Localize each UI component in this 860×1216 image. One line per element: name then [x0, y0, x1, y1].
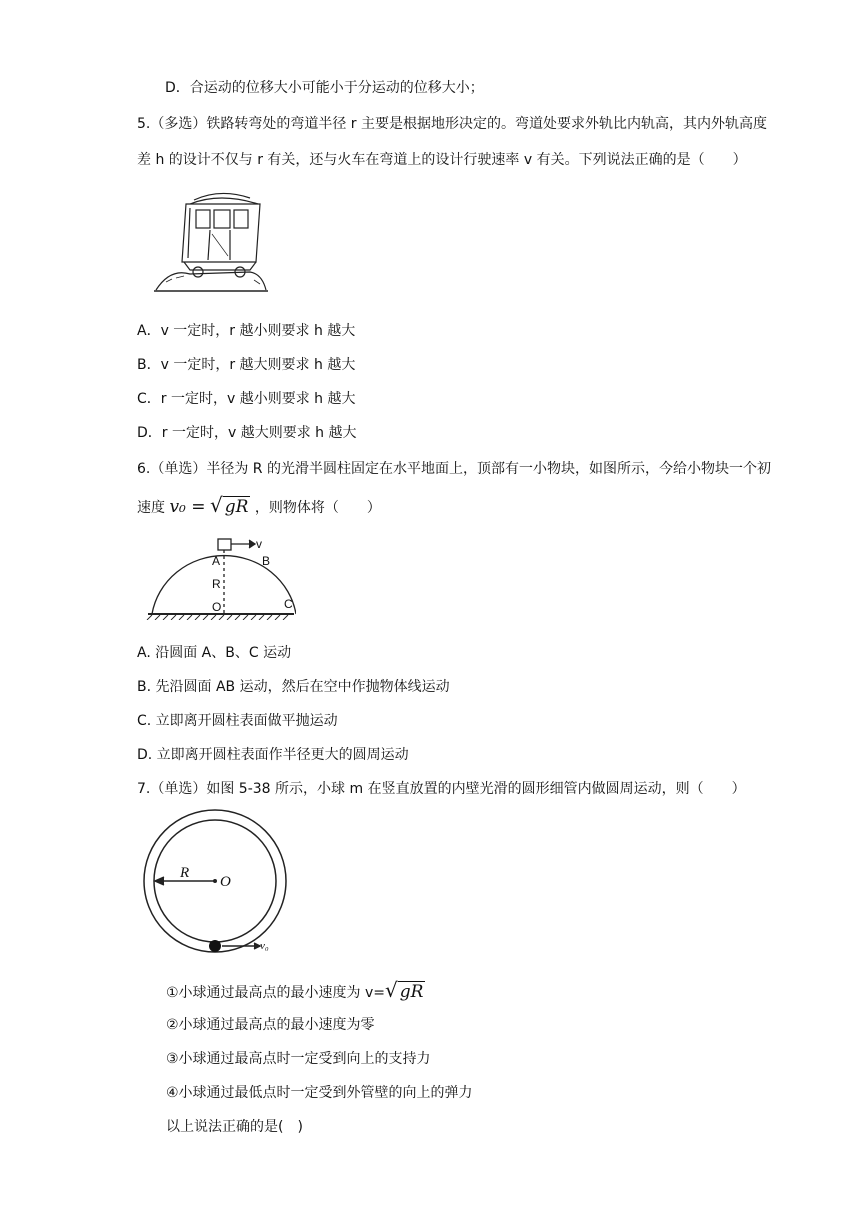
q5-option-d: D．r 一定时，v 越大则要求 h 越大	[137, 425, 357, 441]
fig6-label-o: O	[212, 600, 222, 614]
fig6-label-v: v	[256, 537, 262, 551]
fig6-label-c: C	[284, 597, 293, 611]
fig7-label-r: R	[180, 865, 190, 881]
q6-stem-line2	[137, 493, 381, 520]
q6-stem-suffix: ，则物体将（ ）	[254, 500, 381, 516]
q7-s1-sqrt: √ gR	[385, 978, 424, 1002]
semicylinder-figure	[146, 534, 296, 620]
ring-tube-figure	[140, 807, 290, 957]
q7-statement-4: ④小球通过最低点时一定受到外管壁的向上的弹力	[166, 1085, 473, 1101]
q5-stem-line1: 5.（多选）铁路转弯处的弯道半径 r 主要是根据地形决定的。弯道处要求外轨比内轨高，其内外轨高度	[137, 116, 768, 132]
q6-option-a: A. 沿圆面 A、B、C 运动	[137, 645, 292, 661]
q6-stem-line1: 6.（单选）半径为 R 的光滑半圆柱固定在水平地面上，顶部有一小物块，如图所示，今给小物块一个初	[137, 461, 771, 477]
fig7-label-o: O	[220, 874, 231, 890]
q5-option-a: A．v 一定时，r 越小则要求 h 越大	[137, 323, 356, 339]
q6-option-c: C. 立即离开圆柱表面做平抛运动	[137, 713, 338, 729]
q6-formula-sqrt: √ gR	[209, 493, 249, 517]
q6-option-d: D. 立即离开圆柱表面作半径更大的圆周运动	[137, 747, 409, 763]
q7-s1-radicand: gR	[399, 982, 424, 1002]
q7-stem: 7.（单选）如图 5-38 所示，小球 m 在竖直放置的内壁光滑的圆形细管内做圆周运动，则（ ）	[137, 781, 746, 797]
fig6-label-b: B	[262, 554, 271, 568]
q7-statement-1	[166, 978, 425, 1005]
q6-option-b: B. 先沿圆面 AB 运动，然后在空中作抛物体线运动	[137, 679, 450, 695]
fig6-label-r: R	[212, 577, 221, 591]
q7-statement-2: ②小球通过最高点的最小速度为零	[166, 1017, 375, 1033]
q7-statement-3: ③小球通过最高点时一定受到向上的支持力	[166, 1051, 431, 1067]
q6-formula-radicand: gR	[224, 497, 249, 517]
q4-option-d: D．合运动的位移大小可能小于分运动的位移大小；	[165, 80, 484, 96]
q5-option-b: B．v 一定时，r 越大则要求 h 越大	[137, 357, 356, 373]
q7-final: 以上说法正确的是( )	[166, 1119, 303, 1135]
q5-stem-line2: 差 h 的设计不仅与 r 有关，还与火车在弯道上的设计行驶速率 v 有关。下列说法正确的是（ ）	[137, 152, 747, 168]
q6-stem-prefix: 速度	[137, 500, 165, 516]
q6-formula-lhs: v₀ =	[169, 497, 206, 517]
train-figure	[150, 186, 270, 298]
fig7-label-v0: v₀	[260, 940, 269, 952]
q7-s1-prefix: ①小球通过最高点的最小速度为 v=	[166, 985, 386, 1001]
q5-option-c: C．r 一定时，v 越小则要求 h 越大	[137, 391, 356, 407]
fig6-label-a: A	[212, 554, 221, 568]
